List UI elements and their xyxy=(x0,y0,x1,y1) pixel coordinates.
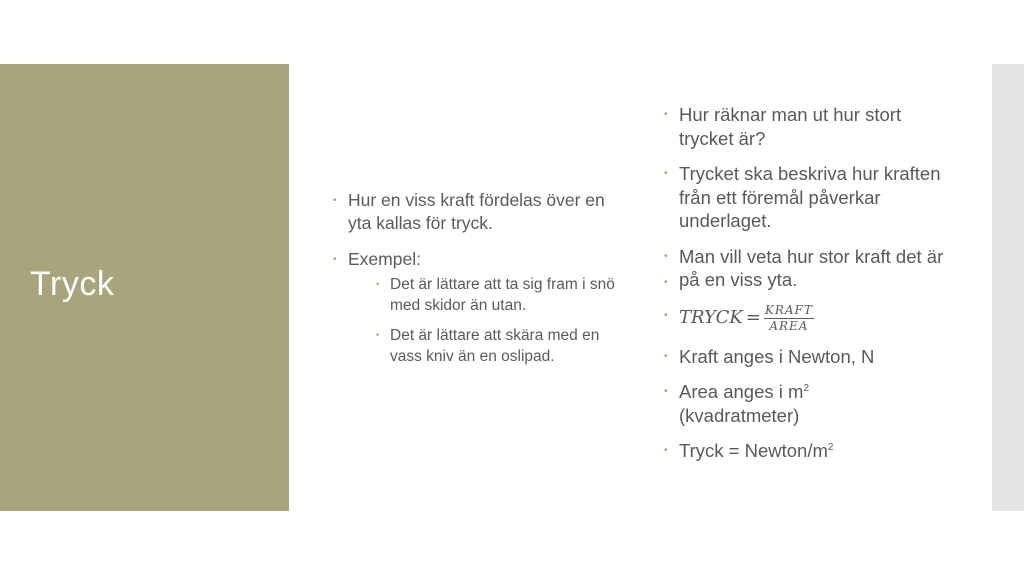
bullet-text: Hur räknar man ut hur stort trycket är? xyxy=(679,104,902,149)
bullet-icon: • xyxy=(664,168,668,179)
bullet-icon: • xyxy=(664,386,668,397)
bullet-icon: • xyxy=(664,109,668,120)
bullet-icon: • xyxy=(664,309,668,321)
bullet-icon: • xyxy=(664,445,668,456)
list-item xyxy=(664,439,944,463)
bullet-icon: • xyxy=(664,350,668,362)
slide-title: Tryck xyxy=(30,265,115,303)
bullet-text: Hur en viss kraft fördelas över en yta kallas för tryck. xyxy=(348,190,605,233)
bullet-list xyxy=(333,189,618,367)
sub-list-item xyxy=(376,326,618,367)
sub-bullet-text: Det är lättare att ta sig fram i snö med skidor än utan. xyxy=(390,276,615,314)
area-unit-suffix: (kvadratmeter) xyxy=(679,404,800,426)
area-unit-text: Area anges i m xyxy=(679,381,804,402)
list-item xyxy=(333,248,618,367)
left-content-column xyxy=(333,189,618,380)
pressure-unit-exponent: 2 xyxy=(827,441,834,453)
sub-list-item xyxy=(376,275,618,316)
right-edge-strip xyxy=(992,64,1024,511)
right-content-column xyxy=(664,103,944,475)
pressure-formula xyxy=(679,304,814,333)
bullet-icon: • xyxy=(376,330,380,340)
list-item xyxy=(333,189,618,235)
formula-lhs: TRYCK xyxy=(679,307,743,329)
bullet-icon: • xyxy=(664,250,668,262)
list-item xyxy=(664,103,944,150)
bullet-text: Man vill veta hur stor kraft det är på en viss yta. xyxy=(679,245,944,290)
list-item xyxy=(664,245,944,292)
formula-denominator: AREA xyxy=(769,318,809,333)
bullet-list xyxy=(664,103,944,463)
bullet-icon: • xyxy=(333,254,337,265)
stray-bullet-icon: • xyxy=(664,277,668,288)
list-item xyxy=(664,345,944,369)
sub-bullet-list xyxy=(348,275,618,367)
formula-fraction xyxy=(764,304,814,333)
sub-bullet-text: Det är lättare att skära med en vass kniv än en oslipad. xyxy=(390,327,600,365)
bullet-text: Exempel: xyxy=(348,249,421,269)
pressure-unit-text: Tryck = Newton/m xyxy=(679,440,828,461)
list-item xyxy=(664,380,944,427)
formula-equals: = xyxy=(745,307,761,329)
area-unit-exponent: 2 xyxy=(803,382,809,394)
bullet-text: Kraft anges i Newton, N xyxy=(679,345,875,367)
bullet-icon: • xyxy=(333,195,337,206)
formula-numerator: KRAFT xyxy=(764,302,813,317)
bullet-icon: • xyxy=(376,279,380,289)
list-item xyxy=(664,162,944,233)
formula-item xyxy=(664,304,944,333)
bullet-text: Trycket ska beskriva hur kraften från ett föremål påverkar underlaget. xyxy=(679,163,941,231)
